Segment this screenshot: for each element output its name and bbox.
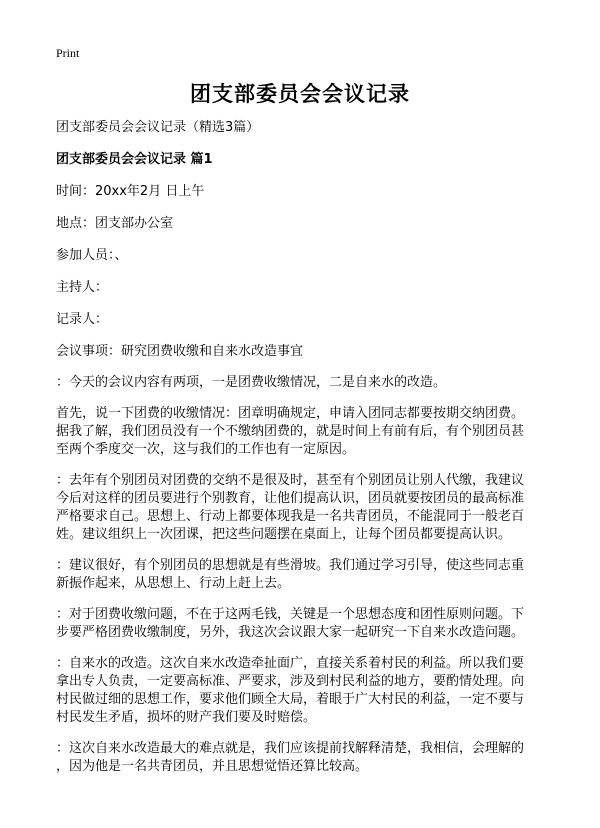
paragraph [56, 557, 556, 593]
meta-time: 时间：20xx年2月 日上午 [56, 184, 205, 199]
paragraph-line: ：这次自来水改造最大的难点就是，我们应该提前找解释清楚，我相信，会理解的 [56, 741, 525, 756]
paragraph-line: ：建议很好，有个别团员的思想就是有些滑坡。我们通过学习引导，使这些同志重 [56, 558, 525, 573]
document-body [56, 118, 556, 789]
minutes-paragraphs [56, 374, 556, 776]
paragraph-line: 新振作起来，从思想上、行动上赶上去。 [56, 576, 291, 591]
paragraph-line: 姓。建议组织上一次团课，把这些问题摆在桌面上，让每个团员都要提高认识。 [56, 527, 512, 542]
paragraph-line: ，因为他是一名共青团员，并且思想觉悟还算比较高。 [56, 759, 369, 774]
paragraph-line: 今后对这样的团员要进行个别教育，让他们提高认识，团员就要按团员的最高标准 [56, 491, 525, 506]
paragraph-line: 至两个季度交一次，这与我们的工作也有一定原因。 [56, 442, 356, 457]
paragraph [56, 655, 556, 727]
meeting-meta [56, 182, 556, 361]
paragraph [56, 405, 556, 459]
print-label: Print [56, 46, 80, 60]
paragraph-line: 据我了解，我们团员没有一个不缴纳团费的，就是时间上有前有后，有个别团员甚 [56, 424, 525, 439]
paragraph-line: 步要严格团费收缴制度，另外，我这次会议跟大家一起研究一下自来水改造问题。 [56, 625, 525, 640]
paragraph-line: ：自来水的改造。这次自来水改造牵扯面广，直接关系着村民的利益。所以我们要 [56, 656, 525, 671]
paragraph [56, 472, 556, 544]
meta-attendees: 参加人员：、 [56, 248, 128, 263]
section-heading: 团支部委员会会议记录 篇1 [56, 152, 213, 167]
paragraph-line: 严格要求自己。思想上、行动上都要体现我是一名共青团员，不能混同于一般老百 [56, 509, 525, 524]
paragraph-line: ：去年有个别团员对团费的交纳不是很及时，甚至有个别团员让别人代缴，我建议 [56, 473, 525, 488]
meta-location: 地点：团支部办公室 [56, 216, 174, 231]
paragraph [56, 740, 556, 776]
paragraph [56, 374, 556, 392]
document-title: 团支部委员会会议记录 [190, 82, 410, 106]
paragraph-line: 首先，说一下团费的收缴情况：团章明确规定，申请入团同志都要按期交纳团费。 [56, 406, 525, 421]
paragraph-line: ：对于团费收缴问题，不在于这两毛钱，关键是一个思想态度和团性原则问题。下 [56, 607, 525, 622]
paragraph-line: 村民发生矛盾，损坏的财产我们要及时赔偿。 [56, 710, 317, 725]
meta-host: 主持人： [56, 280, 109, 295]
paragraph-line: ：今天的会议内容有两项，一是团费收缴情况，二是自来水的改造。 [56, 375, 447, 390]
meta-agenda: 会议事项：研究团费收缴和自来水改造事宜 [56, 344, 304, 359]
paragraph-line: 村民做过细的思想工作，要求他们顾全大局，着眼于广大村民的利益，一定不要与 [56, 692, 525, 707]
paragraph [56, 606, 556, 642]
document-subtitle: 团支部委员会会议记录（精选3篇） [56, 120, 260, 135]
paragraph-line: 拿出专人负责，一定要高标准、严要求，涉及到村民利益的地方，要酌情处理。向 [56, 674, 525, 689]
meta-recorder: 记录人： [56, 312, 109, 327]
